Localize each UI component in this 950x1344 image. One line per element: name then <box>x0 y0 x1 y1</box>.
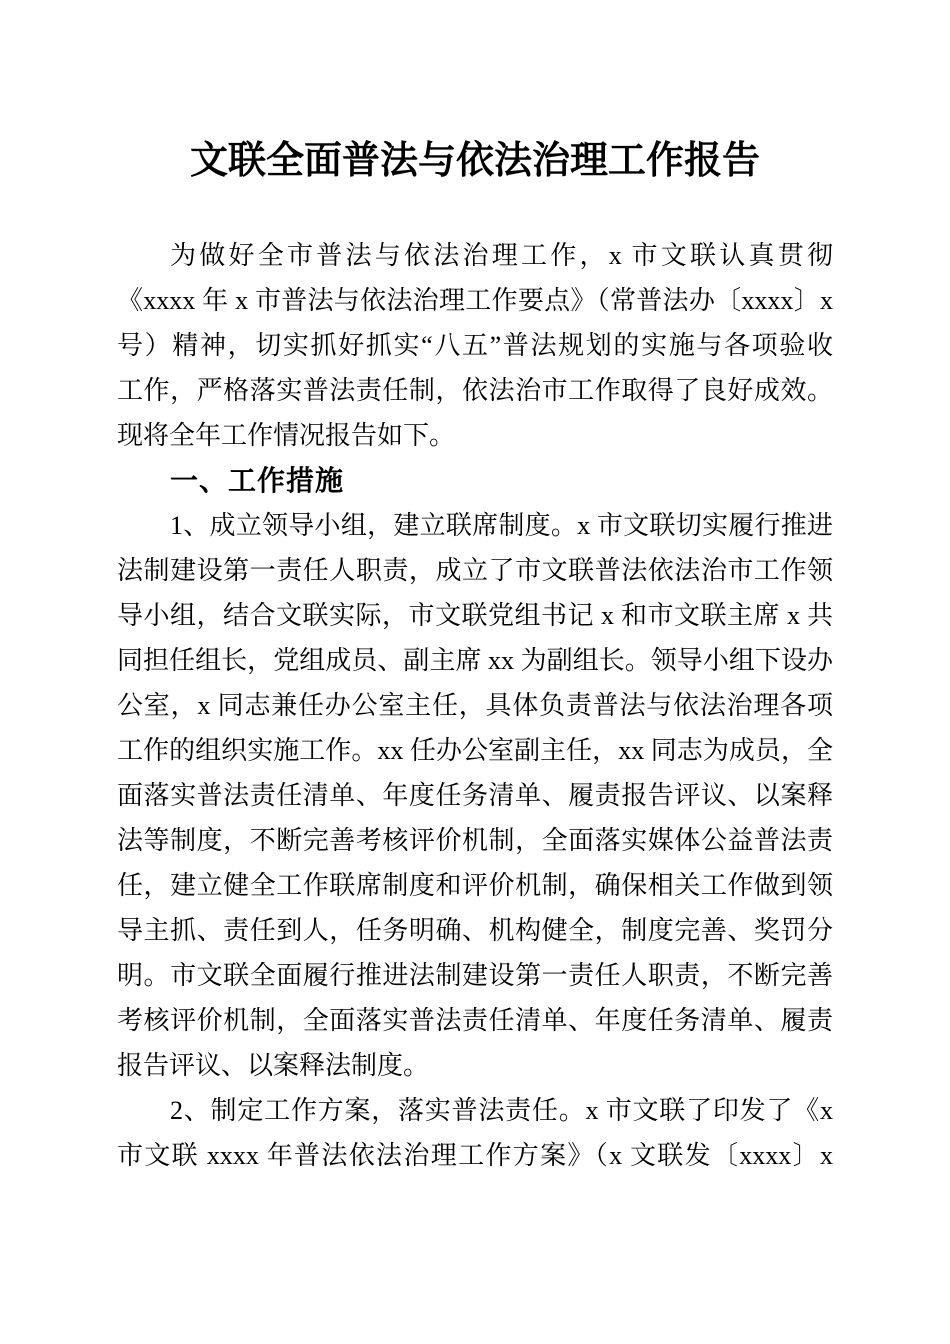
text-line: 法等制度，不断完善考核评价机制，全面落实媒体公益普法责 <box>117 826 833 855</box>
text-line: 同担任组长，党组成员、副主席 xx 为副组长。领导小组下设办 <box>117 646 833 675</box>
text-line: 法制建设第一责任人职责，成立了市文联普法依法治市工作领 <box>117 556 833 585</box>
text-line: 报告评议、以案释法制度。 <box>117 1051 430 1080</box>
text-line: 1、成立领导小组，建立联席制度。x 市文联切实履行推进 <box>170 511 833 540</box>
section-heading <box>117 458 833 503</box>
text-line: 工作的组织实施工作。xx 任办公室副主任，xx 同志为成员，全 <box>117 736 833 765</box>
text-line: 为做好全市普法与依法治理工作，x 市文联认真贯彻 <box>170 241 833 270</box>
text-line: 公室，x 同志兼任办公室主任，具体负责普法与依法治理各项 <box>117 691 833 720</box>
text-line: 工作，严格落实普法责任制，依法治市工作取得了良好成效。 <box>117 376 833 405</box>
text-line: 明。市文联全面履行推进法制建设第一责任人职责，不断完善 <box>117 961 833 990</box>
paragraph <box>117 503 833 1088</box>
text-line: 《xxxx 年 x 市普法与依法治理工作要点》（常普法办〔xxxx〕x <box>117 286 833 315</box>
text-line: 导主抓、责任到人，任务明确、机构健全，制度完善、奖罚分 <box>117 916 833 945</box>
text-line: 号）精神，切实抓好抓实“八五”普法规划的实施与各项验收 <box>117 331 833 360</box>
text-line: 考核评价机制，全面落实普法责任清单、年度任务清单、履责 <box>117 1006 833 1035</box>
text-line: 任，建立健全工作联席制度和评价机制，确保相关工作做到领 <box>117 871 833 900</box>
text-line: 现将全年工作情况报告如下。 <box>117 421 456 450</box>
document-body <box>117 233 833 1178</box>
text-line: 市文联 xxxx 年普法依法治理工作方案》（x 文联发〔xxxx〕x <box>117 1141 833 1170</box>
heading-line: 一、工作措施 <box>170 465 345 496</box>
text-line: 面落实普法责任清单、年度任务清单、履责报告评议、以案释 <box>117 781 833 810</box>
paragraph <box>117 233 833 458</box>
paragraph <box>117 1088 833 1178</box>
document-title: 文联全面普法与依法治理工作报告 <box>189 140 760 182</box>
text-line: 2、制定工作方案，落实普法责任。x 市文联了印发了《x <box>170 1096 833 1125</box>
text-line: 导小组，结合文联实际，市文联党组书记 x 和市文联主席 x 共 <box>117 601 833 630</box>
